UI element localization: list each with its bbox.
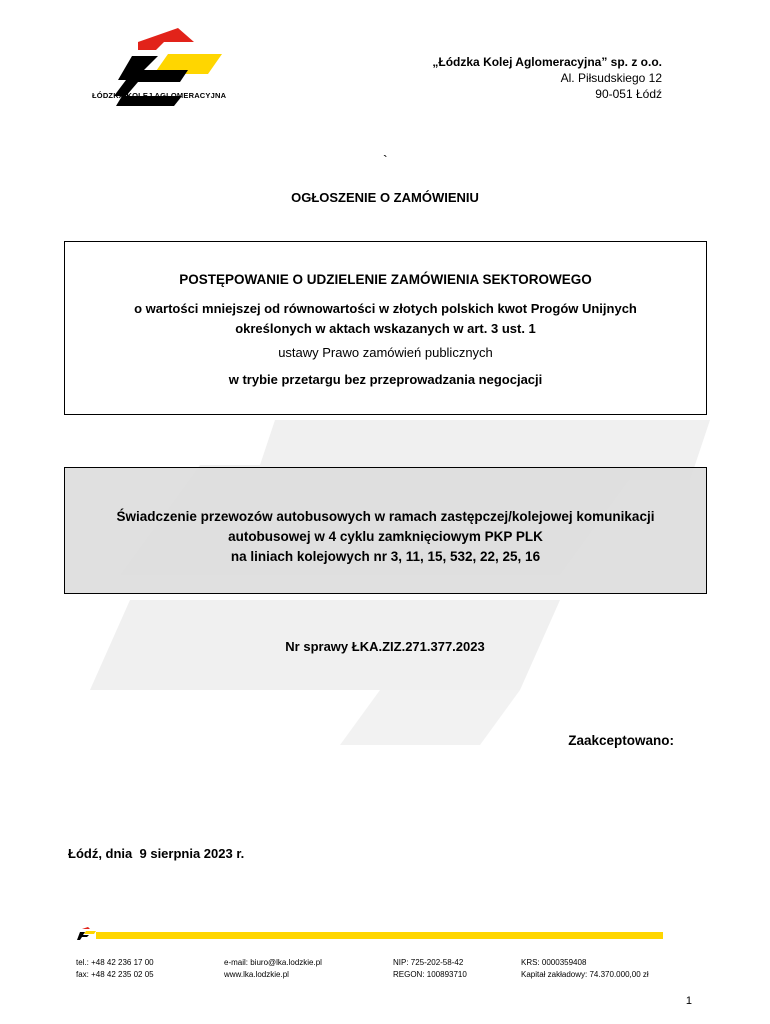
case-number: Nr sprawy ŁKA.ZIZ.271.377.2023: [285, 639, 485, 654]
logo-text: ŁÓDZKA KOLEJ AGLOMERACYJNA: [92, 91, 227, 100]
procedure-law: ustawy Prawo zamówień publicznych: [278, 345, 493, 360]
footer-phone-column: [76, 957, 154, 981]
footer-regon: REGON: 100893710: [393, 970, 467, 979]
procedure-box: [64, 241, 707, 415]
company-postal-city: 90-051 Łódź: [595, 87, 662, 101]
page-number: 1: [685, 995, 692, 1007]
footer-email: e-mail: biuro@lka.lodzkie.pl: [224, 958, 322, 967]
document-title: OGŁOSZENIE O ZAMÓWIENIU: [291, 190, 479, 205]
procedure-threshold: [65, 299, 706, 339]
company-street: Al. Piłsudskiego 12: [560, 71, 662, 85]
footer-tel: tel.: +48 42 236 17 00: [76, 958, 154, 967]
footer-krs: KRS: 0000359408: [521, 958, 587, 967]
subject-box: [64, 467, 707, 594]
footer-registry-column: [521, 957, 649, 981]
footer-fax: fax: +48 42 235 02 05: [76, 970, 154, 979]
company-address: [432, 54, 662, 102]
subject-line3: na liniach kolejowych nr 3, 11, 15, 532, 22, 25, 16: [230, 549, 541, 564]
place-date: Łódź, dnia 9 sierpnia 2023 r.: [68, 846, 245, 861]
subject-line1: Świadczenie przewozów autobusowych w ramach zastępczej/kolejowej komunikacji: [116, 509, 655, 524]
footer-ids-column: [393, 957, 467, 981]
stray-mark: `: [383, 152, 388, 168]
footer-bar: [96, 932, 663, 939]
procedure-threshold-line1: o wartości mniejszej od równowartości w złotych polskich kwot Progów Unijnych: [134, 301, 637, 316]
footer-capital: Kapitał zakładowy: 74.370.000,00 zł: [521, 970, 649, 979]
footer-nip: NIP: 725-202-58-42: [393, 958, 464, 967]
subject-line2: autobusowej w 4 cyklu zamknięciowym PKP PLK: [228, 529, 543, 544]
procedure-threshold-line2: określonych w aktach wskazanych w art. 3 ust. 1: [235, 321, 536, 336]
footer-www: www.lka.lodzkie.pl: [224, 970, 289, 979]
subject-text: [65, 507, 706, 567]
footer-web-column: [224, 957, 322, 981]
footer-logo-icon: [76, 927, 98, 941]
accepted-label: Zaakceptowano:: [568, 733, 674, 748]
company-name: „Łódzka Kolej Aglomeracyjna” sp. z o.o.: [432, 55, 662, 69]
procedure-mode: w trybie przetargu bez przeprowadzania negocjacji: [228, 372, 543, 387]
procedure-heading: POSTĘPOWANIE O UDZIELENIE ZAMÓWIENIA SEKTOROWEGO: [179, 272, 592, 287]
